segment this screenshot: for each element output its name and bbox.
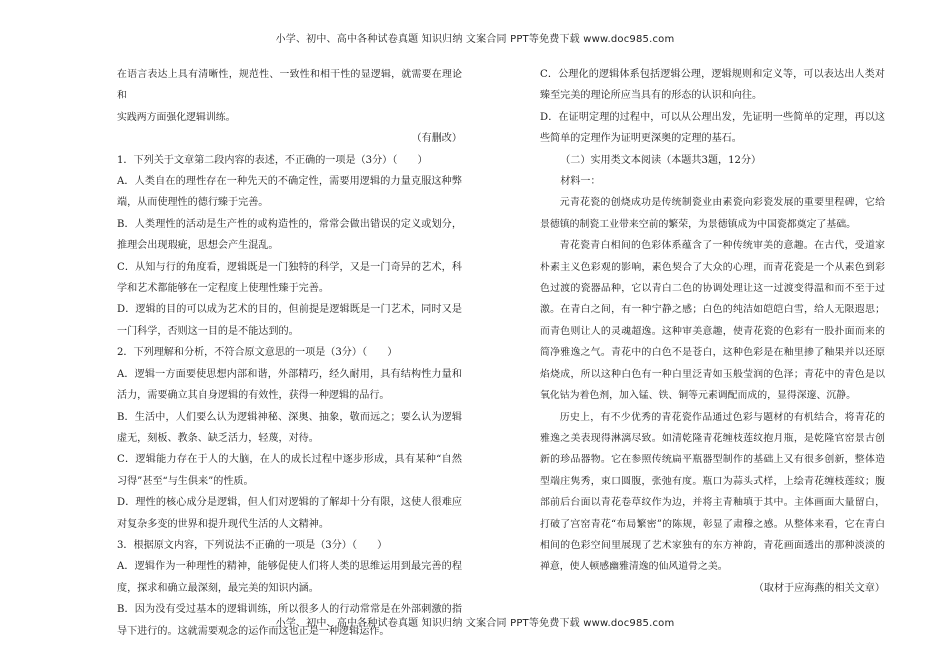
question-2-stem: 2．下列理解和分析，不符合原文意思的一项是（3分）（ ）	[117, 347, 398, 359]
section-heading: （二）实用类文本阅读（本题共3题，12分）	[560, 154, 762, 166]
question-2-option-b: B．生活中，人们要么认为逻辑神秘、深奥、抽象，敬而远之；要么认为逻辑虚无，刻板、教条、缺乏活力，轻蔑，对待。	[117, 411, 462, 444]
material-paragraph-3: 历史上，有不少优秀的青花瓷作品通过色彩与题材的有机结合，将青花的雅逸之美表现得淋漓尽致。如清乾隆青花缠枝莲纹抱月瓶，是乾隆官窑景古创新的珍品器物。它在参照传统扁平瓶器型制作的基础上又有很多创新，整体造型端庄隽秀，束口圆腹，张弛有度。瓶口为蒜头式样，上绘青花缠枝莲纹；腹部前后台面以青花卷草纹作为边，并将主青釉填于其中。主体画面大量留白，打破了宫窑青花“布局繁密”的陈规，彰显了肃穆之感。从整体来看，它在青白相间的色彩空间里展现了艺术家独有的东方神韵，青花画面透出的那种淡淡的禅意，使人顿感幽雅清逸的仙风道骨之美。	[540, 411, 885, 573]
question-2-option-a: A．逻辑一方面要使思想内部和谐，外部精巧，经久耐用，具有结构性力量和活力，需要确立其自身逻辑的有效性，获得一种逻辑的品行。	[117, 368, 462, 402]
material-label: 材料一：	[560, 176, 601, 188]
question-2-option-c: C．逻辑能力存在于人的大脑，在人的成长过程中逐步形成，具有某种“自然习得”甚至“与生俱来”的性质。	[117, 454, 462, 487]
edit-note: （有删改）	[411, 133, 462, 145]
question-3-option-b: B．因为没有受过基本的逻辑训练，所以很多人的行动常常是在外部刺激的指导下进行的。这就需要观念的运作而这也正是一种逻辑运作。	[117, 604, 462, 637]
intro-line-1: 在语言表达上具有清晰性，规范性、一致性和相干性的显逻辑，就需要在理论和	[117, 69, 462, 102]
question-1-option-d: D．逻辑的目的可以成为艺术的目的，但前提是逻辑既是一门艺术，同时又是一门科学，否则这一目的是不能达到的。	[117, 304, 462, 337]
question-3-option-d: D．在证明定理的过程中，可以从公理出发，先证明一些简单的定理，再以这些简单的定理作为证明更深奥的定理的基石。	[540, 111, 885, 145]
question-2-option-d: D．理性的核心成分是逻辑，但人们对逻辑的了解却十分有限，这使人很难应对复杂多变的世界和提升现代生活的人文精神。	[117, 497, 462, 530]
page-footer-banner: 小学、初中、高中各种试卷真题 知识归纳 文案合同 PPT等免费下载 www.doc985.com	[275, 618, 675, 629]
question-1-option-a: A．人类自在的理性存在一种先天的不确定性，需要用逻辑的力量克服这种弊端，从而使理性的德行臻于完善。	[117, 176, 462, 209]
question-3-option-a: A．逻辑作为一种理性的精神，能够促使人们将人类的思维运用到最完善的程度，探求和确立最深刻，最完美的知识内涵。	[117, 561, 462, 594]
right-column	[540, 64, 885, 599]
intro-line-2: 实践两方面强化逻辑训练。	[117, 111, 236, 123]
question-3-stem: 3．根据原文内容，下列说法不正确的一项是（3分）（ ）	[117, 539, 388, 551]
material-paragraph-1: 元青花瓷的创烧成功是传统制瓷业由素瓷向彩瓷发展的重要里程碑，它给景德镇的制瓷工业带来空前的繁荣，为景德镇成为中国瓷都奠定了基础。	[540, 197, 885, 230]
page-header-banner: 小学、初中、高中各种试卷真题 知识归纳 文案合同 PPT等免费下载 www.doc985.com	[275, 34, 675, 45]
question-3-option-c: C．公理化的逻辑体系包括逻辑公理，逻辑规则和定义等，可以表达出人类对臻至完美的理论所应当具有的形态的认识和向往。	[540, 69, 885, 102]
question-1-option-b: B．人类理性的活动是生产性的或构造性的，常常会做出错误的定义或划分，推理会出现瑕疵，思想会产生混乱。	[117, 218, 462, 252]
left-column	[117, 64, 462, 642]
question-1-stem: 1．下列关于文章第二段内容的表述，不正确的一项是（3分）（ ）	[117, 154, 428, 166]
question-1-option-c: C．从知与行的角度看，逻辑既是一门独特的科学，又是一门奇异的艺术，科学和艺术都能够在一定程度上使理性臻于完善。	[117, 261, 462, 295]
source-note: （取材于应海燕的相关文章）	[753, 582, 885, 594]
material-paragraph-2: 青花瓷青白相间的色彩体系蕴含了一种传统审美的意趣。在古代，受道家朴素主义色彩观的影响，素色契合了大众的心理，而青花瓷是一个从素色到彩色过渡的瓷器品种，它以青白二色的协调处理让这一过渡变得温和而不至于过激。在青白之间，有一种宁静之感；白色的纯洁如皑皑白雪，给人无限遐思；而青色则让人的灵魂超逸。这种审美意趣，使青花瓷的色彩有一股扑面而来的简净雅逸之气。青花中的白色不是苍白，这种色彩是在釉里掺了釉果并以还原焰烧成，所以这种白色有一种白里泛青如玉般莹润的色泽；青花中的青色是以氧化钴为着色剂，加入锰、铁、铜等元素调配而成的，显得深邃、沉静。	[540, 240, 885, 402]
